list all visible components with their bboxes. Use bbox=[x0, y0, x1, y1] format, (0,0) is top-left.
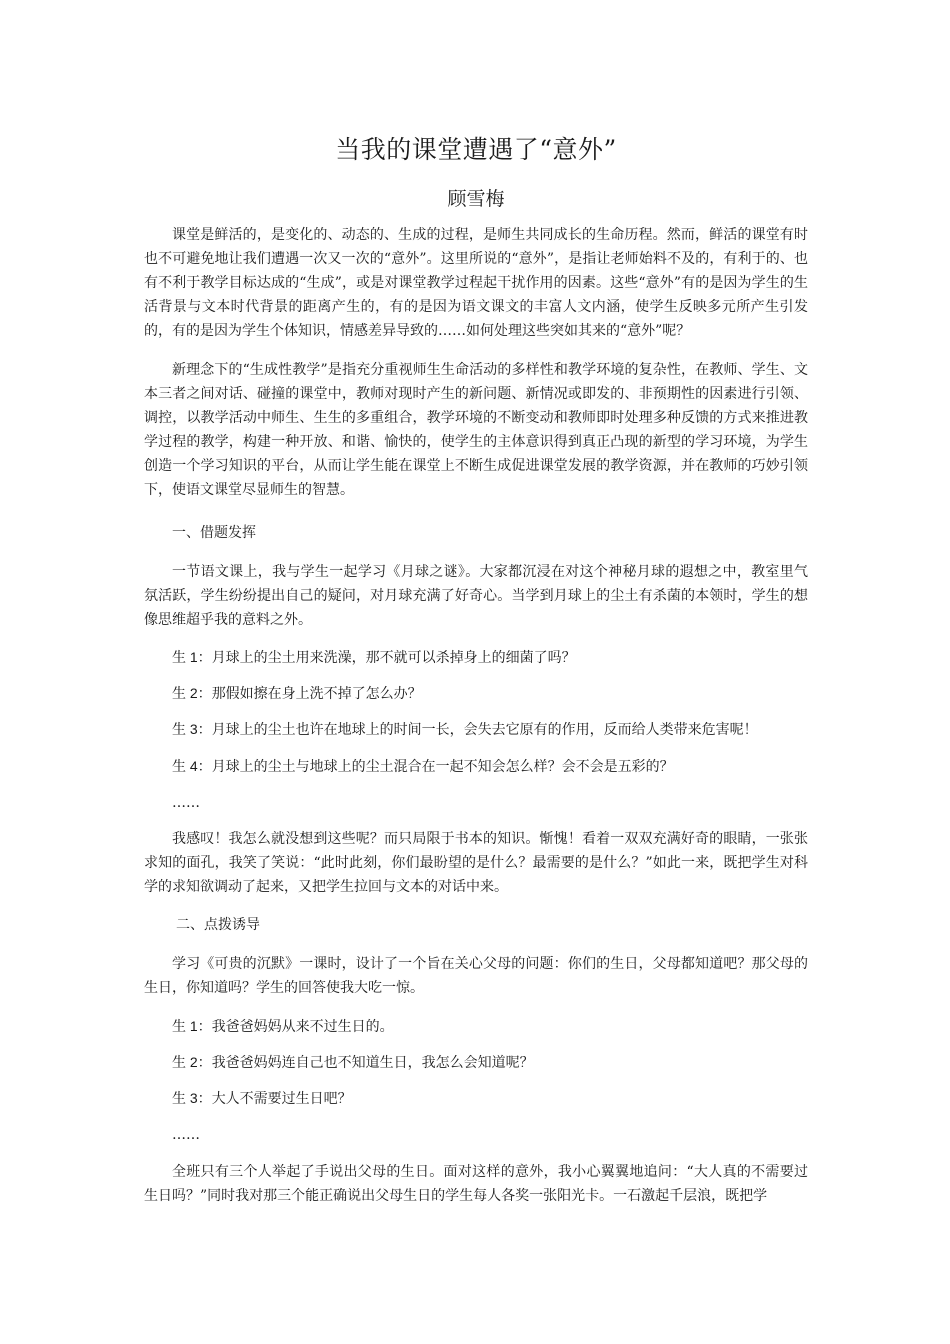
dialogue-line bbox=[144, 1086, 808, 1111]
speaker-label: 生 1： bbox=[172, 649, 212, 665]
speaker-label: 生 1： bbox=[172, 1018, 212, 1034]
dialogue-line bbox=[144, 717, 808, 742]
dialogue-text: 大人不需要过生日吧？ bbox=[211, 1091, 352, 1107]
reflection-paragraph: 我感叹！我怎么就没想到这些呢？而只局限于书本的知识。惭愧！看着一双双充满好奇的眼睛，一张张求知的面孔，我笑了笑说：“此时此刻，你们最盼望的是什么？最需要的是什么？”如此一来，既把学生对科学的求知欲调动了起来，又把学生拉回与文本的对话中来。 bbox=[144, 831, 808, 895]
dialogue-line bbox=[144, 754, 808, 779]
speaker-label: 生 2： bbox=[172, 685, 212, 701]
silence-lesson-paragraph: 学习《可贵的沉默》一课时，设计了一个旨在关心父母的问题：你们的生日，父母都知道吧？那父母的生日，你知道吗？学生的回答使我大吃一惊。 bbox=[144, 956, 808, 996]
concept-paragraph: 新理念下的“生成性教学”是指充分重视师生生命活动的多样性和教学环境的复杂性，在教师、学生、文本三者之间对话、碰撞的课堂中，教师对现时产生的新问题、新情况或即发的、非预期性的因素进行引领、调控，以教学活动中师生、生生的多重组合，教学环境的不断变动和教师即时处理多种反馈的方式来推进教学过程的教学，构建一种开放、和谐、愉快的，使学生的主体意识得到真正凸现的新型的学习环境，为学生创造一个学习知识的平台，从而让学生能在课堂上不断生成促进课堂发展的教学资源，并在教师的巧妙引领下，使语文课堂尽显师生的智慧。 bbox=[144, 362, 808, 498]
dialogue-text: 我爸爸妈妈连自己也不知道生日，我怎么会知道呢？ bbox=[211, 1055, 534, 1071]
speaker-label: 生 3： bbox=[172, 1090, 212, 1106]
speaker-label: 生 4： bbox=[172, 758, 212, 774]
speaker-label: 生 3： bbox=[172, 721, 212, 737]
moon-lesson-paragraph: 一节语文课上，我与学生一起学习《月球之谜》。大家都沉浸在对这个神秘月球的遐想之中，教室里气氛活跃，学生纷纷提出自己的疑问，对月球充满了好奇心。当学到月球上的尘土有杀菌的本领时，学生的想像思维超乎我的意料之外。 bbox=[144, 564, 808, 628]
closing-paragraph: 全班只有三个人举起了手说出父母的生日。面对这样的意外，我小心翼翼地追问：“大人真的不需要过生日吗？”同时我对那三个能正确说出父母生日的学生每人各奖一张阳光卡。一石激起千层浪，既把学 bbox=[144, 1164, 808, 1204]
dialogue-line bbox=[144, 681, 808, 706]
dialogue-text: 我爸爸妈妈从来不过生日的。 bbox=[211, 1019, 394, 1035]
dialogue-text: 那假如擦在身上洗不掉了怎么办？ bbox=[211, 686, 422, 702]
dialogue-text: 月球上的尘土也许在地球上的时间一长，会失去它原有的作用，反而给人类带来危害呢！ bbox=[211, 722, 758, 738]
speaker-label: 生 2： bbox=[172, 1054, 212, 1070]
dialogue-text: 月球上的尘土用来洗澡，那不就可以杀掉身上的细菌了吗？ bbox=[211, 650, 576, 666]
dialogue-text: 月球上的尘土与地球上的尘土混合在一起不知会怎么样？会不会是五彩的？ bbox=[211, 759, 674, 775]
ellipsis: …… bbox=[172, 795, 200, 811]
ellipsis: …… bbox=[172, 1127, 200, 1143]
section-heading-2: 二、点拨诱导 bbox=[176, 917, 260, 933]
dialogue-line bbox=[144, 1014, 808, 1039]
section-heading-1: 一、借题发挥 bbox=[172, 525, 256, 541]
intro-paragraph: 课堂是鲜活的，是变化的、动态的、生成的过程，是师生共同成长的生命历程。然而，鲜活的课堂有时也不可避免地让我们遭遇一次又一次的“意外”。这里所说的“意外”，是指让老师始料不及的，有利于的、也有不利于教学目标达成的“生成”，或是对课堂教学过程起干扰作用的因素。这些“意外”有的是因为学生的生活背景与文本时代背景的距离产生的，有的是因为语文课文的丰富人文内涵，使学生反映多元所产生引发的，有的是因为学生个体知识，情感差异导致的……如何处理这些突如其来的“意外”呢？ bbox=[144, 227, 808, 339]
dialogue-line bbox=[144, 645, 808, 670]
page-title: 当我的课堂遭遇了“意外” bbox=[335, 135, 617, 164]
dialogue-line bbox=[144, 1050, 808, 1075]
author-name: 顾雪梅 bbox=[447, 188, 505, 210]
